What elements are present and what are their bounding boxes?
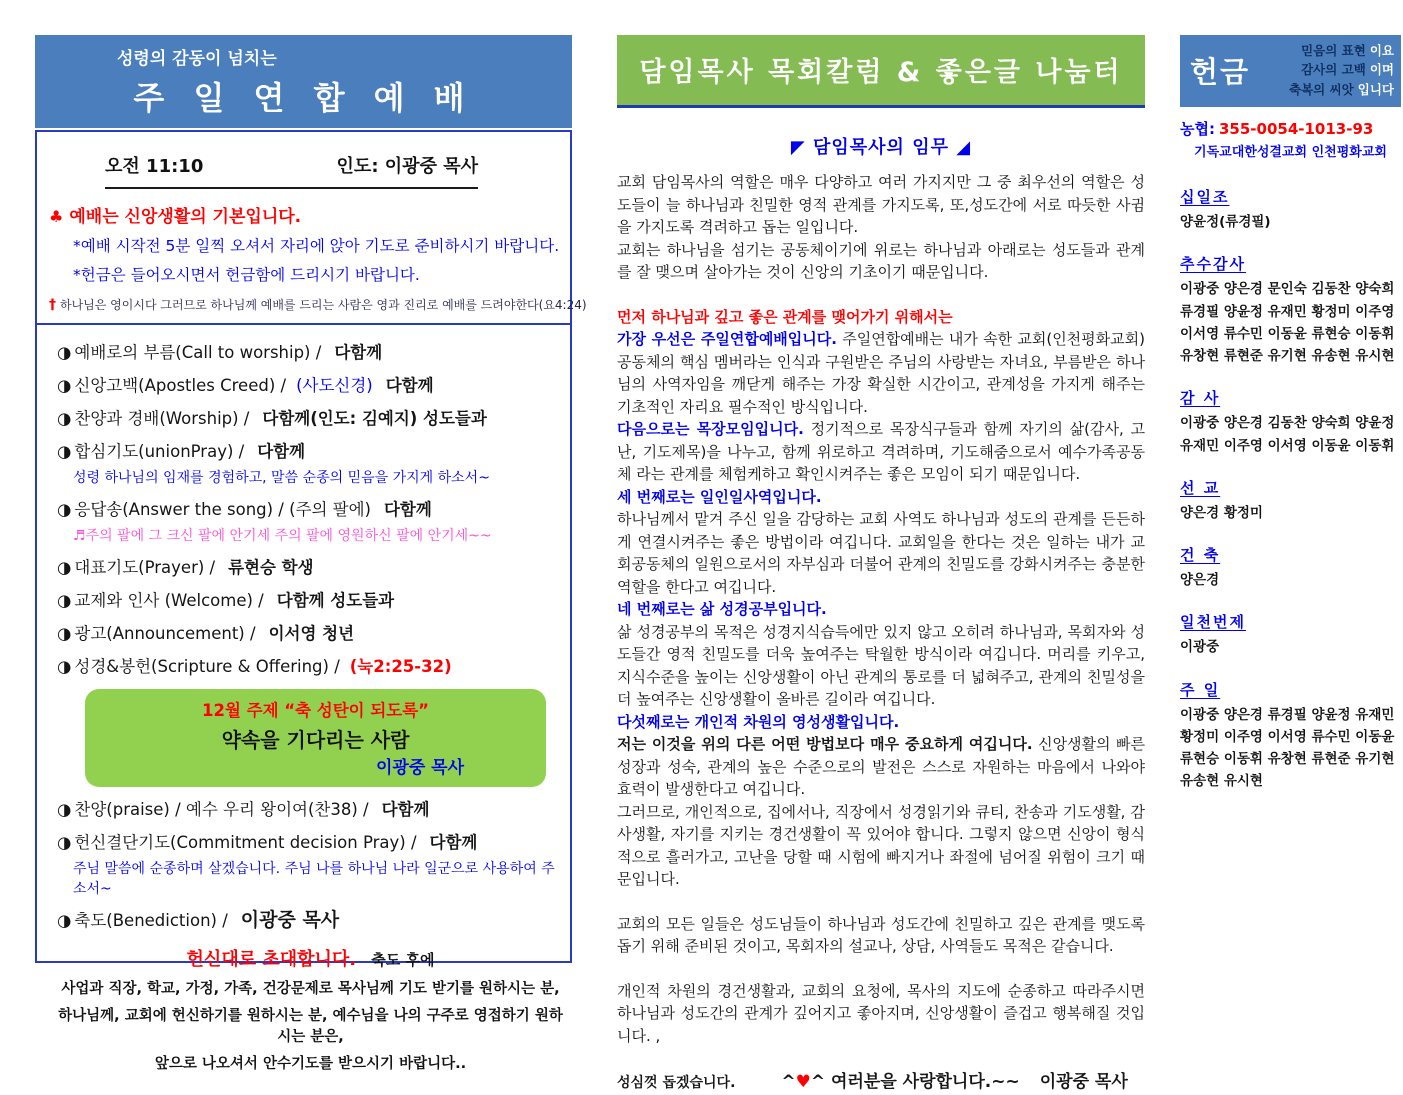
names-line: 류현승 이동휘 유창현 류현준 유기현 bbox=[1180, 751, 1395, 768]
names-line: 황정미 이주영 이서영 류수민 이동윤 bbox=[1180, 728, 1395, 745]
paragraph bbox=[617, 418, 1145, 486]
invitation-headline-red: 헌신대로 초대합니다. bbox=[186, 949, 357, 970]
slogan-dark-text: 감사의 고백 bbox=[1301, 62, 1366, 78]
body-text: 신앙생활의 빠른 성장과 성숙, 관계의 높은 수준으로의 발전은 스스로 자원하는 마음에서 나와야 효력이 발생한다고 여깁니다. bbox=[617, 735, 1146, 798]
notice-headline-text: 예배는 신앙생활의 기본입니다. bbox=[69, 207, 302, 227]
names-line: 류경필 양윤정 유재민 황정미 이주영 bbox=[1180, 303, 1395, 320]
order-item-note-blue: (사도신경) bbox=[296, 376, 373, 395]
order-item-call-to-worship bbox=[57, 342, 564, 363]
red-heading: 먼저 하나님과 깊고 좋은 관계를 맺어가기 위해서는 bbox=[617, 307, 953, 326]
invitation-line-1: 사업과 직장, 학교, 가정, 가족, 건강문제로 목사님께 기도 받기를 원하시는 분, bbox=[61, 981, 560, 997]
order-item-welcome bbox=[57, 590, 564, 611]
half-circle-bullet-icon: ◑ bbox=[57, 376, 72, 395]
clover-icon: ♣ bbox=[49, 207, 64, 226]
scripture-reference: (눅2:25-32) bbox=[349, 657, 452, 676]
offering-section-sunday bbox=[1180, 679, 1401, 792]
order-item-who: 류현승 학생 bbox=[228, 558, 314, 577]
caret-text: ^ bbox=[781, 1072, 796, 1092]
order-item-text: 응답송(Answer the song) / (주의 팔에) bbox=[74, 500, 371, 519]
body-text: 교회 담임목사의 역할은 매우 다양하고 여러 가지지만 그 중 최우선의 역할은 성도들이 늘 하나님과 친밀한 영적 관계를 가지도록, 또,성도간에 서로 따듯한 사귐을 가지도록 격려하고 돕는 일입니다. bbox=[617, 173, 1145, 236]
slogan-light-text: 이요 bbox=[1369, 43, 1394, 58]
body-text: 교회는 하나님을 섬기는 공동체이기에 위로는 하나님과 아래로는 성도들과 관계를 잘 맺으며 살아가는 것이 신앙의 기초이기 때문입니다. bbox=[617, 240, 1145, 281]
column-article-title bbox=[617, 133, 1145, 159]
bank-name: 농협: bbox=[1180, 120, 1215, 139]
names-line: 이서영 류수민 이동윤 류현승 이동휘 bbox=[1180, 325, 1395, 342]
half-circle-bullet-icon: ◑ bbox=[57, 500, 72, 519]
offering-section-tithe bbox=[1180, 186, 1401, 232]
section-names bbox=[1180, 705, 1401, 792]
offering-section-mission bbox=[1180, 477, 1401, 523]
article-title-text: 담임목사의 임무 bbox=[813, 137, 949, 158]
blue-lead: 네 번째로는 삶 성경공부입니다. bbox=[617, 600, 827, 618]
bank-account-block bbox=[1180, 118, 1401, 160]
half-circle-bullet-icon: ◑ bbox=[57, 911, 72, 930]
order-item-who: 다함께 bbox=[381, 800, 430, 819]
service-leader: 인도: 이광중 목사 bbox=[336, 156, 478, 177]
right-triangle-icon: ◢ bbox=[956, 137, 972, 158]
body-text: 삶 성경공부의 목적은 성경지식습득에만 있지 않고 오히려 하나님과, 목회자와 성도들간 영적 친밀도를 더욱 높여주는 탁월한 방식이라 여깁니다. 머리를 키우고, 지식수준을 높이는 신앙생활이 아닌 관계의 통로를 더 넓혀주고, 관계의 친밀성을 더 높여주는 신앙생활이 올바른 길이라 여깁니다. bbox=[617, 622, 1145, 708]
names-line: 양은경 황정미 bbox=[1180, 504, 1263, 521]
notice-line-1: *예배 시작전 5분 일찍 오셔서 자리에 앉아 기도로 준비하시기 바랍니다. bbox=[73, 237, 560, 255]
section-title: 주 일 bbox=[1180, 680, 1221, 699]
closing-message-text: ^ 여러분을 사랑합니다.~~ bbox=[810, 1072, 1020, 1092]
commitment-pray-subtext: 주님 말씀에 순종하며 살겠습니다. 주님 나를 하나님 나라 일군으로 사용하여 주소서~ bbox=[73, 861, 555, 897]
account-number: 355-0054-1013-93 bbox=[1218, 120, 1374, 139]
order-item-announcement bbox=[57, 623, 564, 644]
worship-notice bbox=[37, 189, 587, 325]
order-item-text: 신앙고백(Apostles Creed) / bbox=[74, 376, 287, 395]
half-circle-bullet-icon: ◑ bbox=[57, 591, 72, 610]
service-time-row bbox=[105, 152, 478, 189]
section-names bbox=[1180, 503, 1401, 523]
closing-signer: 이광중 목사 bbox=[1039, 1072, 1128, 1092]
names-line: 이광중 양은경 류경필 양윤정 유재민 bbox=[1180, 706, 1395, 723]
closing-lead: 성심껏 돕겠습니다. bbox=[617, 1075, 736, 1091]
paragraph bbox=[617, 328, 1145, 418]
half-circle-bullet-icon: ◑ bbox=[57, 833, 72, 852]
section-title: 선 교 bbox=[1180, 478, 1221, 497]
order-item-who: 이서영 청년 bbox=[268, 624, 355, 643]
body-text: 개인적 차원의 경건생활과, 교회의 요청에, 목사의 지도에 순종하고 따라주시면 하나님과 성도간의 관계가 깊어지고 좋아지며, 신앙생활이 즐겁고 행복해질 것입니다. , bbox=[617, 981, 1145, 1045]
left-triangle-icon: ◤ bbox=[790, 137, 806, 158]
column-body bbox=[617, 171, 1145, 1095]
section-title: 십일조 bbox=[1180, 188, 1230, 207]
order-item-text: 광고(Announcement) / bbox=[74, 624, 256, 643]
paragraph bbox=[617, 508, 1145, 598]
blank-line bbox=[617, 284, 1145, 306]
theme-label: 12월 주제 “축 성탄이 되도록” bbox=[201, 701, 430, 720]
section-title: 감 사 bbox=[1180, 389, 1221, 408]
bank-account-line bbox=[1180, 118, 1401, 139]
order-item-who: 이광중 목사 bbox=[240, 909, 340, 931]
names-line: 유송현 유시현 bbox=[1180, 773, 1263, 790]
bible-verse-row bbox=[49, 296, 587, 313]
order-item-text: 축도(Benediction) / bbox=[74, 911, 228, 930]
sermon-pastor: 이광중 목사 bbox=[375, 758, 464, 778]
service-time: 오전 11:10 bbox=[105, 156, 204, 177]
blue-lead: 가장 우선은 주일연합예배입니다. bbox=[617, 330, 837, 348]
invitation-headline-black: 축도 후에 bbox=[371, 951, 435, 969]
offering-section-gratitude bbox=[1180, 387, 1401, 456]
names-line: 이광중 bbox=[1180, 639, 1220, 656]
worship-header-banner bbox=[35, 35, 572, 128]
pastor-column bbox=[617, 35, 1145, 1095]
offering-slogan bbox=[1258, 41, 1394, 99]
blank-line bbox=[617, 958, 1145, 980]
paragraph bbox=[617, 239, 1145, 284]
order-item-text: 찬양과 경배(Worship) / bbox=[74, 409, 250, 428]
offering-label: 헌금 bbox=[1190, 54, 1251, 89]
offering-section-thanksgiving bbox=[1180, 253, 1401, 366]
order-item-praise-hymn bbox=[57, 799, 564, 820]
worship-tagline: 성령의 감동이 넘치는 bbox=[117, 49, 277, 69]
order-item-scripture-offering bbox=[57, 656, 564, 677]
offering-slogan-line bbox=[1258, 60, 1394, 79]
paragraph bbox=[617, 980, 1145, 1048]
order-item-who: 다함께 bbox=[429, 833, 478, 852]
blue-lead: 다음으로는 목장모임입니다. bbox=[617, 420, 804, 438]
paragraph bbox=[617, 801, 1145, 891]
section-title: 일천번제 bbox=[1180, 613, 1246, 632]
blue-lead: 다섯째로는 개인적 차원의 영성생활입니다. bbox=[617, 712, 900, 731]
order-item-who: 다함께 bbox=[385, 376, 434, 395]
bold-lead: 저는 이것을 위의 다른 어떤 방법보다 매우 중요하게 여깁니다. bbox=[617, 735, 1033, 753]
order-item-benediction bbox=[57, 910, 564, 931]
invitation-headline bbox=[57, 945, 564, 971]
paragraph bbox=[617, 733, 1145, 801]
paragraph bbox=[617, 711, 1145, 734]
slogan-dark-text: 축복의 씨앗 bbox=[1289, 81, 1354, 97]
pastor-column-banner: 담임목사 목회칼럼 & 좋은글 나눔터 bbox=[617, 35, 1145, 108]
section-names bbox=[1180, 637, 1401, 657]
body-text: 정기적으로 목장식구들과 함께 자기의 삶(감사, 고난, 기도제목)을 나누고, 함께 위로하고 격려하며, 기도해줌으로서 예수가족공동체 라는 관계를 체험케하고 확인시켜주는 좋은 모임이 되기 때문입니다. bbox=[617, 420, 1145, 483]
offering-slogan-line bbox=[1258, 41, 1394, 60]
paragraph bbox=[617, 621, 1145, 711]
slogan-light-text: 입니다 bbox=[1357, 81, 1394, 97]
section-names bbox=[1180, 212, 1401, 232]
answer-song-lyrics: ♬주의 팔에 그 크신 팔에 안기세 주의 팔에 영원하신 팔에 안기세~~ bbox=[73, 528, 492, 544]
church-name: 기독교대한성결교회 인천평화교회 bbox=[1194, 145, 1387, 161]
section-names bbox=[1180, 413, 1401, 456]
paragraph bbox=[617, 913, 1145, 958]
section-names bbox=[1180, 570, 1401, 590]
half-circle-bullet-icon: ◑ bbox=[57, 409, 72, 428]
notice-line-2: *헌금은 들어오시면서 헌금함에 드리시기 바랍니다. bbox=[73, 266, 420, 284]
paragraph bbox=[617, 171, 1145, 239]
order-item-answer-song bbox=[57, 499, 564, 520]
body-text: 그러므로, 개인적으로, 집에서나, 직장에서 성경읽기와 큐티, 찬송과 기도생활, 감사생활, 자기를 지키는 경건생활이 꼭 있어야 합니다. 그렇지 않으면 신앙이 형식적으로 흘러가고, 고난을 당할 때 시험에 빠지거나 좌절에 넘어질 위험이 크기 때문입니다. bbox=[617, 802, 1145, 888]
order-item-text: 대표기도(Prayer) / bbox=[74, 558, 216, 577]
half-circle-bullet-icon: ◑ bbox=[57, 657, 72, 676]
order-item-text: 교제와 인사 (Welcome) / bbox=[74, 591, 264, 610]
order-item-who: 다함께 bbox=[334, 343, 383, 362]
names-line: 유창현 류현준 유기현 유송현 유시현 bbox=[1180, 348, 1395, 365]
offering-section-thousand bbox=[1180, 611, 1401, 657]
order-item-text: 헌신결단기도(Commitment decision Pray) / bbox=[74, 833, 417, 852]
section-names bbox=[1180, 279, 1401, 366]
order-item-commitment-pray bbox=[57, 832, 564, 853]
order-item-who: 다함께 bbox=[257, 442, 306, 461]
worship-order-box bbox=[35, 130, 587, 1072]
section-title: 추수감사 bbox=[1180, 255, 1246, 274]
paragraph bbox=[617, 306, 1145, 329]
names-line: 이광중 양은경 김동찬 양숙희 양윤정 bbox=[1180, 415, 1395, 432]
order-item-apostles-creed bbox=[57, 375, 564, 396]
offering-banner bbox=[1180, 35, 1401, 107]
monthly-theme-box bbox=[85, 689, 546, 787]
names-line: 양은경 bbox=[1180, 572, 1220, 589]
paragraph bbox=[617, 598, 1145, 621]
body-text: 하나님께서 맡겨 주신 일을 감당하는 교회 사역도 하나님과 성도의 관계를 든든하게 연결시켜주는 좋은 방법이라 여깁니다. 교회일을 한다는 것은 일하는 내가 교회공동체의 일원으로서의 자부심과 더불어 관계의 친밀도를 강화시켜주는 충분한 역할을 한다고 여깁니다. bbox=[617, 510, 1145, 596]
names-line: 이광중 양은경 문인숙 김동찬 양숙희 bbox=[1180, 281, 1395, 298]
order-item-text: 예배로의 부름(Call to worship) / bbox=[74, 343, 322, 362]
union-pray-subtext: 성령 하나님의 임재를 경험하고, 말씀 순종의 믿음을 가지게 하소서~ bbox=[73, 470, 490, 486]
section-title: 건 축 bbox=[1180, 546, 1221, 565]
bible-verse-text: 하나님은 영이시다 그러므로 하나님께 예배를 드리는 사람은 영과 진리로 예배를 드려야한다(요4:24) bbox=[60, 298, 587, 312]
notice-headline bbox=[49, 202, 560, 227]
offering-section-building bbox=[1180, 544, 1401, 590]
slogan-light-text: 이며 bbox=[1369, 62, 1394, 78]
body-text: 교회의 모든 일들은 성도님들이 하나님과 성도간에 친밀하고 깊은 관계를 맺도록 돕기 위해 준비된 것이고, 목회자의 설교나, 상담, 사역들도 목적은 같습니다. bbox=[617, 914, 1145, 955]
order-item-worship-praise bbox=[57, 408, 564, 429]
invitation-line-3: 앞으로 나오셔서 안수기도를 받으시기 바랍니다.. bbox=[154, 1056, 467, 1072]
blank-line bbox=[617, 891, 1145, 913]
closing-message bbox=[781, 1072, 1019, 1092]
half-circle-bullet-icon: ◑ bbox=[57, 442, 72, 461]
order-item-union-pray bbox=[57, 441, 564, 462]
half-circle-bullet-icon: ◑ bbox=[57, 343, 72, 362]
worship-title: 주 일 연 합 예 배 bbox=[133, 79, 474, 117]
order-item-who: 다함께(인도: 김예지) 성도들과 bbox=[262, 409, 487, 428]
names-line: 양윤정(류경필) bbox=[1180, 214, 1271, 231]
half-circle-bullet-icon: ◑ bbox=[57, 800, 72, 819]
order-item-who: 다함께 bbox=[383, 500, 432, 519]
order-item-who: 다함께 성도들과 bbox=[276, 591, 395, 610]
names-line: 유재민 이주영 이서영 이동윤 이동휘 bbox=[1180, 437, 1395, 454]
paragraph bbox=[617, 486, 1145, 509]
offering-column bbox=[1180, 35, 1401, 792]
invitation-block bbox=[57, 945, 564, 1073]
body-text: 주일연합예배는 내가 속한 교회(인천평화교회) 공동체의 핵심 멤버라는 인식과 구원받은 주님의 사랑받는 자녀요, 부름받은 하나님의 사역자임을 깨닫게 해주는 가장 확실한 시간이고, 관계성을 가지게 해주는 기초적인 자리요 필수적인 방식입니다. bbox=[617, 330, 1145, 416]
order-item-prayer bbox=[57, 557, 564, 578]
half-circle-bullet-icon: ◑ bbox=[57, 558, 72, 577]
worship-order-column bbox=[35, 35, 587, 1072]
cross-icon: † bbox=[49, 297, 56, 313]
order-item-text: 찬양(praise) / 예수 우리 왕이여(찬38) / bbox=[74, 800, 369, 819]
half-circle-bullet-icon: ◑ bbox=[57, 624, 72, 643]
heart-icon: ♥ bbox=[795, 1072, 811, 1092]
slogan-dark-text: 믿음의 표현 bbox=[1301, 43, 1366, 58]
order-item-text: 성경&봉헌(Scripture & Offering) / bbox=[74, 657, 340, 676]
worship-order-list bbox=[37, 325, 570, 1073]
closing-line bbox=[617, 1071, 1145, 1095]
invitation-line-2: 하나님께, 교회에 헌신하기를 원하시는 분, 예수님을 나의 구주로 영접하기 원하시는 분은, bbox=[58, 1008, 563, 1045]
order-item-text: 합심기도(unionPray) / bbox=[74, 442, 245, 461]
offering-slogan-line bbox=[1258, 80, 1394, 99]
blue-lead: 세 번째로는 일인일사역입니다. bbox=[617, 487, 822, 506]
sermon-title: 약속을 기다리는 사람 bbox=[221, 728, 410, 752]
